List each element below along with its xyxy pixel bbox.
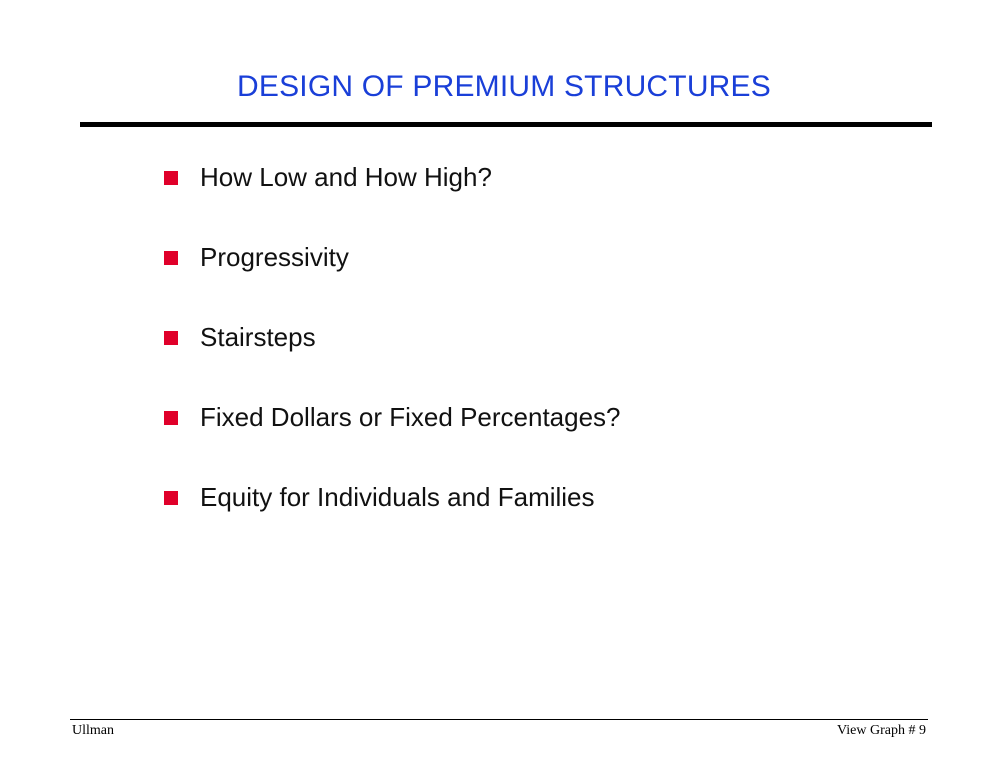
footer-page-label: View Graph # 9 (837, 723, 926, 738)
footer-divider (70, 719, 928, 720)
square-bullet-icon (164, 251, 178, 265)
bullet-item (164, 240, 621, 320)
bullet-text: Equity for Individuals and Families (200, 482, 595, 512)
bullet-item (164, 160, 621, 240)
bullet-item (164, 400, 621, 480)
bullet-item (164, 320, 621, 400)
footer-author: Ullman (72, 723, 114, 738)
bullet-text: Fixed Dollars or Fixed Percentages? (200, 402, 621, 432)
bullet-item (164, 480, 621, 560)
square-bullet-icon (164, 411, 178, 425)
bullet-list (164, 160, 621, 560)
square-bullet-icon (164, 171, 178, 185)
bullet-text: Stairsteps (200, 322, 316, 352)
title-divider (80, 122, 932, 127)
bullet-text: How Low and How High? (200, 162, 492, 192)
square-bullet-icon (164, 331, 178, 345)
square-bullet-icon (164, 491, 178, 505)
slide-title: DESIGN OF PREMIUM STRUCTURES (237, 70, 771, 103)
bullet-text: Progressivity (200, 242, 349, 272)
